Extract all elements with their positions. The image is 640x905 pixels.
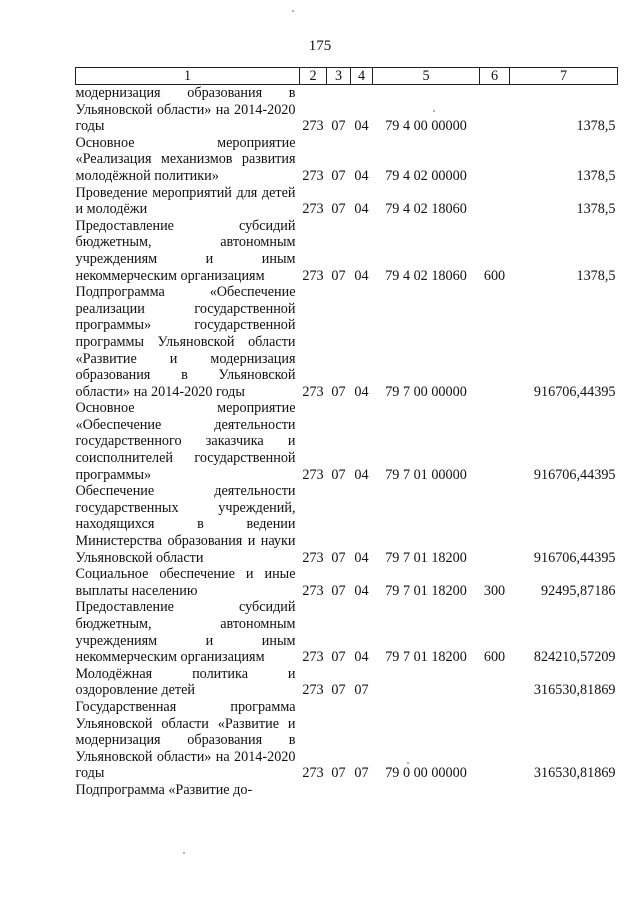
cell-pr: 04 <box>354 167 369 184</box>
cell-rz: 07 <box>331 682 346 699</box>
cell-gr: 273 <box>302 682 324 699</box>
cell-name: Подпрограмма «Развитие до- <box>75 781 253 798</box>
cell-pr: 04 <box>354 118 369 135</box>
cell-vr: 300 <box>483 582 506 599</box>
cell-csr: 79 7 01 18200 <box>385 582 467 599</box>
table-body <box>76 85 618 799</box>
cell-pr: 04 <box>354 582 369 599</box>
cell-csr: 79 4 02 18060 <box>385 267 467 284</box>
scan-speck <box>183 852 185 854</box>
cell-name: модернизация образования в Ульяновской области» на 2014-2020 годы <box>75 85 296 135</box>
cell-name: Обеспечение деятельности государственных учреждений, находящихся в ведении Министерства образования и науки Ульяновской области <box>75 483 296 566</box>
table-row <box>76 666 618 699</box>
cell-csr <box>373 666 480 699</box>
budget-table <box>75 67 618 799</box>
cell-vr: 600 <box>483 649 506 666</box>
scan-speck <box>407 762 409 764</box>
cell-gr: 273 <box>302 201 324 218</box>
cell-gr: 273 <box>302 118 324 135</box>
cell-gr: 273 <box>302 267 324 284</box>
header-col-sum: 7 <box>510 68 618 85</box>
cell-sum: 1378,5 <box>576 267 616 284</box>
table-row <box>76 185 618 218</box>
cell-sum: 1378,5 <box>576 201 616 218</box>
cell-rz <box>327 782 351 799</box>
cell-vr <box>480 782 510 799</box>
cell-vr <box>480 699 510 782</box>
cell-gr: 273 <box>302 582 324 599</box>
table-row <box>76 566 618 599</box>
cell-pr: 07 <box>354 682 369 699</box>
cell-csr: 79 4 02 00000 <box>385 167 467 184</box>
cell-rz: 07 <box>331 267 346 284</box>
cell-name: Основное мероприятие «Реализация механизмов развития молодёжной политики» <box>75 134 296 184</box>
cell-name: Проведение мероприятий для детей и молодёжи <box>75 184 296 218</box>
cell-vr <box>480 400 510 483</box>
header-col-vr: 6 <box>480 68 510 85</box>
cell-vr: 600 <box>483 267 506 284</box>
cell-rz: 07 <box>331 549 346 566</box>
cell-rz: 07 <box>331 167 346 184</box>
header-col-csr: 5 <box>373 68 480 85</box>
table-row <box>76 284 618 400</box>
header-col-rz: 3 <box>327 68 351 85</box>
cell-pr: 07 <box>354 765 369 782</box>
cell-csr: 79 0 00 00000 <box>385 765 467 782</box>
page-number: 175 <box>308 38 332 54</box>
cell-rz: 07 <box>331 466 346 483</box>
table-row <box>76 599 618 665</box>
cell-gr: 273 <box>302 765 324 782</box>
cell-csr <box>373 782 480 799</box>
cell-csr: 79 4 02 18060 <box>385 201 467 218</box>
cell-pr: 04 <box>354 649 369 666</box>
cell-rz: 07 <box>331 649 346 666</box>
cell-sum: 1378,5 <box>576 167 616 184</box>
cell-vr <box>480 483 510 566</box>
cell-csr: 79 7 01 18200 <box>385 549 467 566</box>
header-col-name: 1 <box>76 68 300 85</box>
cell-vr <box>480 135 510 185</box>
cell-pr: 04 <box>354 466 369 483</box>
cell-csr: 79 7 00 00000 <box>385 383 467 400</box>
cell-name: Подпрограмма «Обеспечение реализации государственной программы» государственной программы Ульяновской области «Развитие и модернизация образования в Ульяновской области» на 2014-2020 годы <box>75 284 296 400</box>
table-row <box>76 400 618 483</box>
cell-pr: 04 <box>354 549 369 566</box>
header-col-gr: 2 <box>300 68 327 85</box>
cell-rz: 07 <box>331 383 346 400</box>
table-row <box>76 483 618 566</box>
cell-name: Предоставление субсидий бюджетным, автономным учреждениям и иным некоммерческим организациям <box>75 217 296 284</box>
cell-name: Молодёжная политика и оздоровление детей <box>75 665 296 699</box>
table-row <box>76 218 618 284</box>
cell-name: Предоставление субсидий бюджетным, автономным учреждениям и иным некоммерческим организациям <box>75 599 296 666</box>
cell-sum: 916706,44395 <box>533 383 616 400</box>
scan-speck <box>433 110 435 112</box>
header-col-pr: 4 <box>351 68 373 85</box>
table-header-row <box>76 68 618 85</box>
cell-pr <box>351 782 373 799</box>
cell-gr: 273 <box>302 383 324 400</box>
cell-sum: 916706,44395 <box>533 549 616 566</box>
cell-gr: 273 <box>302 649 324 666</box>
cell-vr <box>480 666 510 699</box>
cell-sum: 92495,87186 <box>541 582 616 599</box>
cell-name: Основное мероприятие «Обеспечение деятельности государственного заказчика и соисполнителей государственной программы» <box>75 400 296 483</box>
cell-pr: 04 <box>354 201 369 218</box>
scan-speck <box>292 10 294 12</box>
cell-sum: 916706,44395 <box>533 466 616 483</box>
cell-rz: 07 <box>331 765 346 782</box>
cell-rz: 07 <box>331 118 346 135</box>
cell-gr: 273 <box>302 466 324 483</box>
cell-sum: 824210,57209 <box>533 649 616 666</box>
cell-gr: 273 <box>302 167 324 184</box>
cell-csr: 79 7 01 18200 <box>385 649 467 666</box>
cell-name: Социальное обеспечение и иные выплаты населению <box>75 566 296 599</box>
cell-rz: 07 <box>331 582 346 599</box>
table-row <box>76 85 618 135</box>
cell-sum <box>510 782 618 799</box>
cell-sum: 1378,5 <box>576 118 616 135</box>
cell-name: Государственная программа Ульяновской области «Развитие и модернизация образования в Ульяновской области» на 2014-2020 годы <box>75 698 296 782</box>
cell-csr: 79 4 00 00000 <box>385 118 467 135</box>
table-row <box>76 782 618 799</box>
cell-sum: 316530,81869 <box>533 682 616 699</box>
cell-rz: 07 <box>331 201 346 218</box>
table-row <box>76 135 618 185</box>
cell-sum: 316530,81869 <box>533 765 616 782</box>
cell-gr: 273 <box>302 549 324 566</box>
cell-pr: 04 <box>354 383 369 400</box>
cell-vr <box>480 185 510 218</box>
cell-vr <box>480 284 510 400</box>
cell-csr: 79 7 01 00000 <box>385 466 467 483</box>
cell-vr <box>480 85 510 135</box>
table-row <box>76 699 618 782</box>
cell-gr <box>300 782 327 799</box>
cell-pr: 04 <box>354 267 369 284</box>
